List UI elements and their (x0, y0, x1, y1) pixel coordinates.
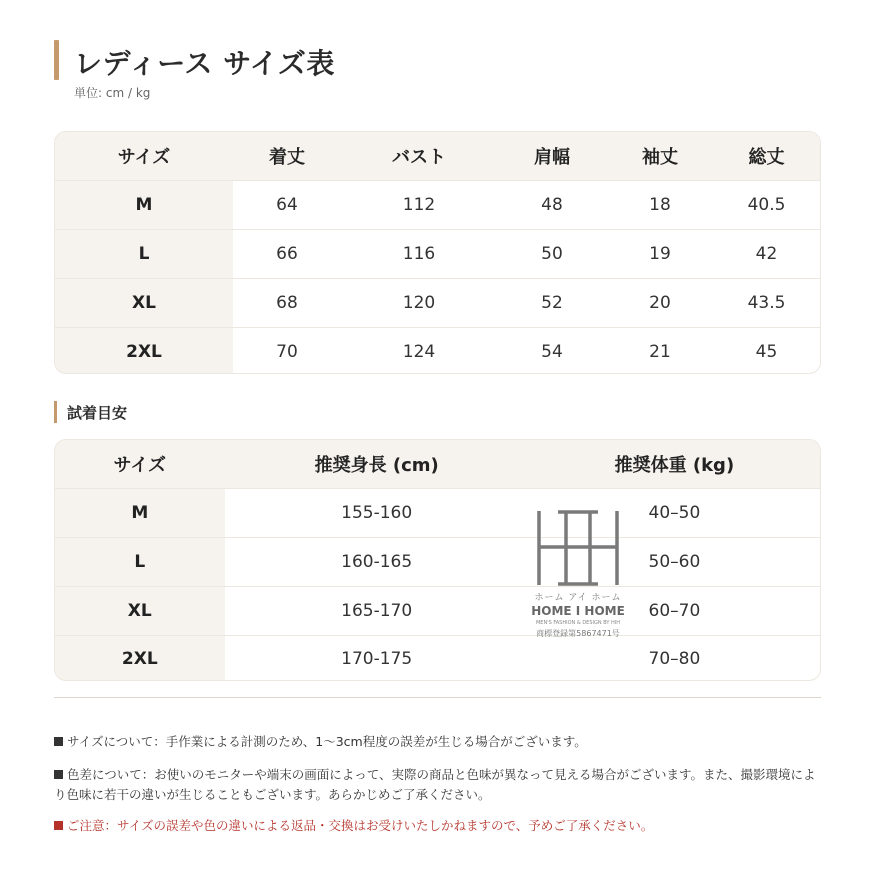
column-header: 推奨身長 (cm) (314, 455, 439, 476)
table-row (55, 489, 820, 537)
section-accent-bar (54, 401, 57, 423)
column-header: 推奨体重 (kg) (614, 455, 735, 476)
table-cell: 60–70 (648, 601, 701, 621)
table-cell: 116 (402, 244, 436, 264)
table-cell: 155-160 (341, 503, 413, 523)
note-size (54, 732, 824, 752)
table-cell: 42 (755, 244, 778, 264)
column-header: 袖丈 (642, 147, 678, 168)
size-cell: 2XL (126, 341, 162, 362)
size-cell: M (131, 503, 149, 523)
table-cell: 170-175 (341, 649, 413, 669)
table-cell: 19 (649, 244, 671, 264)
table-header-row (55, 440, 820, 488)
section-title: 試着目安 (67, 404, 128, 422)
watermark-trademark: 商標登録第5867471号 (536, 629, 620, 638)
table-cell: 70–80 (648, 649, 701, 669)
table-row (55, 538, 820, 586)
table-cell: 66 (276, 244, 298, 264)
table-cell: 21 (649, 341, 671, 362)
size-cell: XL (132, 293, 156, 313)
size-cell: 2XL (121, 649, 158, 669)
watermark-tagline: MEN'S FASHION & DESIGN BY HIH (535, 620, 620, 626)
table-cell: 54 (541, 341, 563, 362)
table-cell: 70 (276, 341, 298, 362)
fit-table (54, 439, 821, 681)
column-header: バスト (392, 147, 446, 168)
square-bullet-icon (54, 821, 63, 830)
table-cell: 120 (402, 293, 436, 313)
table-cell: 40.5 (747, 195, 786, 215)
unit-label: 単位: cm / kg (74, 86, 151, 100)
title-accent-bar (54, 40, 59, 80)
note-text: ご注意：サイズの誤差や色の違いによる返品・交換はお受けいたしかねますので、予めご了承ください。 (67, 818, 654, 833)
table-cell: 64 (276, 195, 298, 215)
watermark-brand-name: HOME I HOME (531, 604, 625, 618)
size-cell: L (134, 552, 146, 572)
table-cell: 124 (402, 341, 436, 362)
table-cell: 48 (541, 195, 563, 215)
watermark-kana: ホーム アイ ホーム (534, 593, 622, 603)
table-cell: 20 (649, 293, 671, 313)
size-cell: M (135, 195, 153, 215)
table-row (55, 230, 820, 278)
table-cell: 40–50 (648, 503, 701, 523)
column-header: サイズ (117, 147, 171, 168)
table-header-row (55, 132, 820, 180)
table-cell: 112 (402, 195, 436, 215)
size-table (54, 131, 821, 374)
column-header: 総丈 (748, 147, 785, 168)
table-cell: 68 (276, 293, 298, 313)
table-row (55, 636, 820, 681)
size-cell: XL (127, 601, 152, 621)
table-cell: 50 (541, 244, 563, 264)
size-cell: L (138, 244, 150, 264)
table-row (55, 181, 820, 229)
hih-logo-icon (530, 509, 626, 589)
square-bullet-icon (54, 770, 63, 779)
table-cell: 45 (755, 341, 778, 362)
note-text: 色差について：お使いのモニターや端末の画面によって、実際の商品と色味が異なって見える場合がございます。また、撮影環境により色味に若干の違いが生じることもございます。あらかじめご了承ください。 (54, 767, 816, 802)
table-row (55, 328, 820, 374)
table-cell: 18 (649, 195, 671, 215)
column-header: 着丈 (269, 147, 305, 168)
table-cell: 160-165 (341, 552, 413, 572)
table-row (55, 279, 820, 327)
square-bullet-icon (54, 737, 63, 746)
column-header: サイズ (113, 455, 167, 476)
note-color (54, 765, 824, 805)
section-divider (54, 697, 821, 698)
table-cell: 43.5 (747, 293, 786, 313)
table-row (55, 587, 820, 635)
table-cell: 52 (541, 293, 563, 313)
note-warning (54, 816, 824, 836)
column-header: 肩幅 (534, 147, 570, 168)
page-title: レディース サイズ表 (74, 47, 335, 80)
note-text: サイズについて：手作業による計測のため、1〜3cm程度の誤差が生じる場合がございます。 (67, 734, 587, 749)
table-cell: 165-170 (341, 601, 413, 621)
table-cell: 50–60 (648, 552, 701, 572)
brand-watermark (530, 509, 626, 641)
